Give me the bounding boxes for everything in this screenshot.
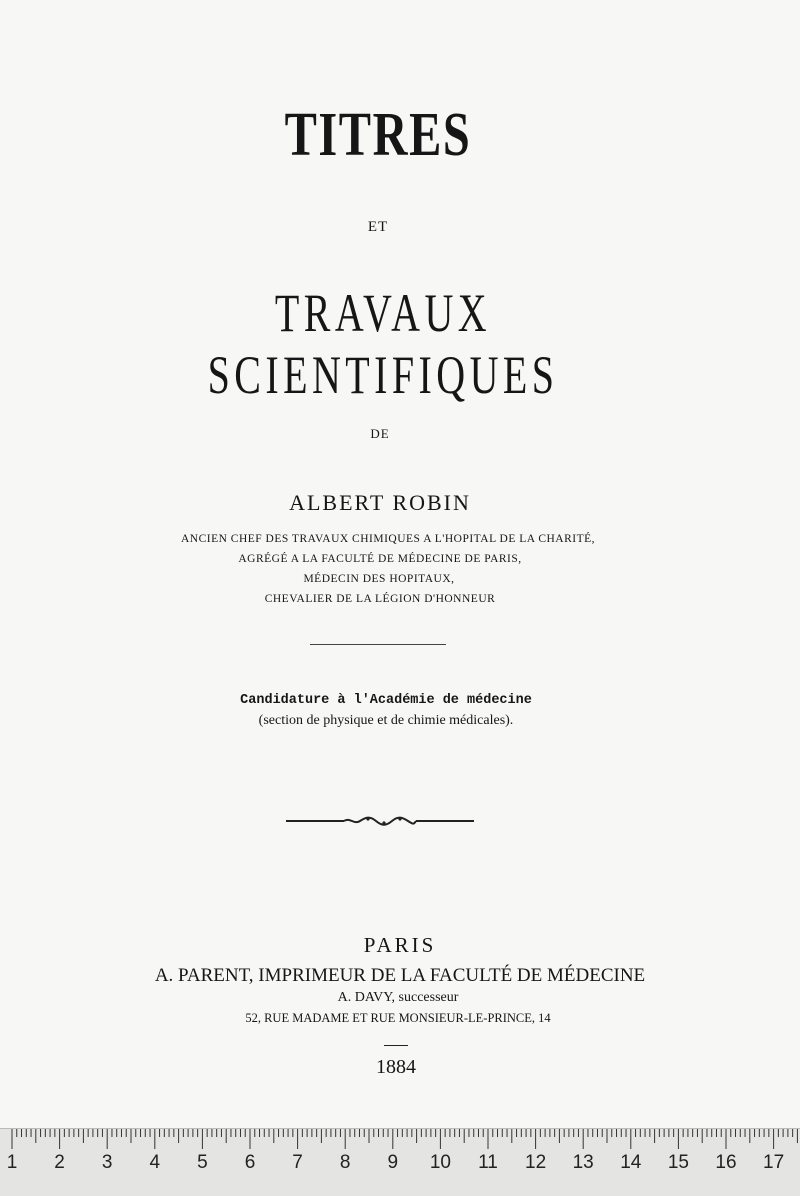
ruler-number: 10 [429,1152,451,1173]
ruler-number: 1 [6,1152,18,1173]
qualification-line: ANCIEN CHEF DES TRAVAUX CHIMIQUES A L'HOPITAL DE LA CHARITÉ, [180,533,596,545]
separator-rule [310,644,446,645]
author-name: ALBERT ROBIN [289,490,471,515]
imprint-address: 52, RUE MADAME ET RUE MONSIEUR-LE-PRINCE, 14 [245,1011,551,1025]
section-line: (section de physique et de chimie médicales). [258,713,514,728]
page-title: TITRES [284,101,472,169]
ruler-number: 11 [478,1152,498,1173]
ruler-number: 16 [715,1152,737,1173]
page-subtitle: TRAVAUX SCIENTIFIQUES [207,283,559,405]
ruler-number: 2 [54,1152,65,1173]
imprint-successor: A. DAVY, successeur [337,990,459,1005]
qualification-line: CHEVALIER DE LA LÉGION D'HONNEUR [264,593,496,605]
ruler-number: 4 [149,1152,161,1173]
ruler-number: 15 [667,1152,689,1173]
imprint-city: PARIS [363,933,437,957]
ruler-number: 9 [387,1152,399,1173]
candidature-line: Candidature à l'Académie de médecine [240,693,532,708]
ruler-number: 3 [101,1152,113,1173]
ornament-divider [284,811,476,829]
ruler-number: 7 [292,1152,303,1173]
publication-year: 1884 [376,1056,416,1078]
ruler-number: 14 [620,1152,642,1173]
conjunction-et: ET [367,219,389,235]
ruler-number: 6 [244,1152,256,1173]
ruler-number: 5 [197,1152,208,1173]
ruler-number: 13 [572,1152,594,1173]
ruler-number: 17 [763,1152,785,1173]
ruler-number: 12 [525,1152,547,1173]
preposition-de: DE [370,426,390,441]
qualification-line: AGRÉGÉ A LA FACULTÉ DE MÉDECINE DE PARIS, [238,553,522,565]
imprint-printer: A. PARENT, IMPRIMEUR DE LA FACULTÉ DE MÉDECINE [154,965,646,986]
ruler-number: 8 [339,1152,351,1173]
qualification-line: MÉDECIN DES HOPITAUX, [303,573,455,585]
year-dash [384,1045,408,1046]
